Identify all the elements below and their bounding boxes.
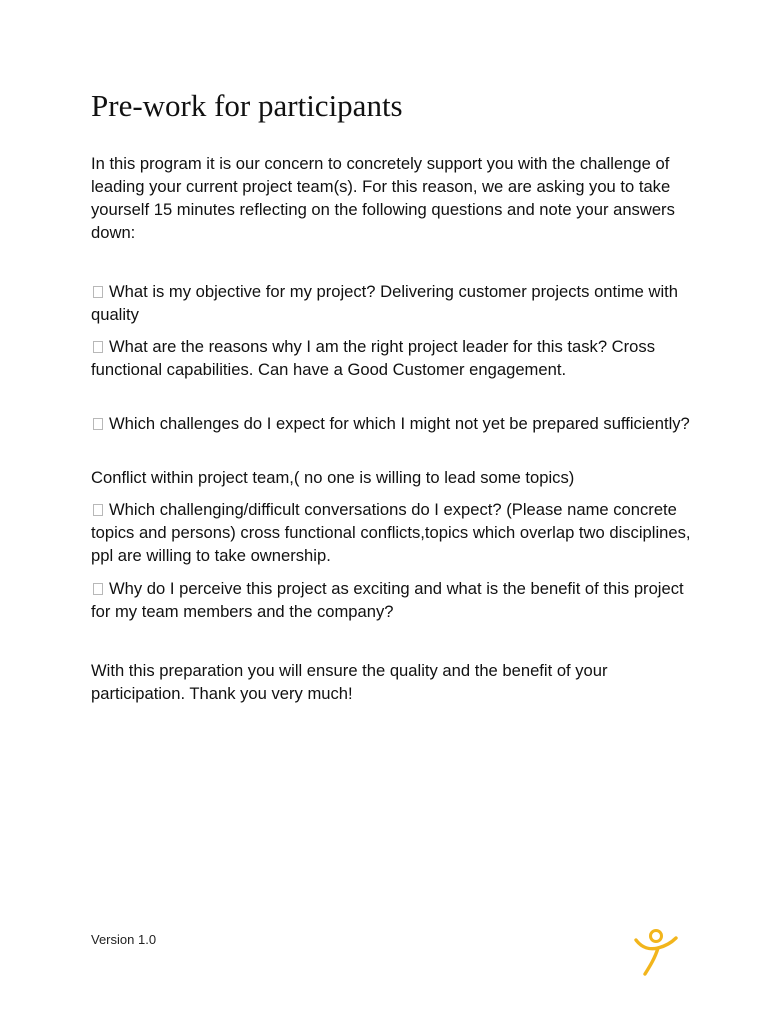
answer-3-paragraph: Conflict within project team,( no one is willing to lead some topics)	[91, 468, 575, 487]
question-item-2	[91, 335, 691, 381]
version-label: Version 1.0	[91, 932, 157, 947]
checkbox-bullet-icon	[93, 504, 103, 516]
checkbox-bullet-icon	[93, 418, 103, 430]
closing-paragraph: With this preparation you will ensure the quality and the benefit of your participation. Thank you very much!	[91, 661, 608, 703]
question-text: Why do I perceive this project as exciting and what is the benefit of this project for my team members and the company?	[91, 579, 684, 621]
checkbox-bullet-icon	[93, 341, 103, 353]
question-item-5	[91, 577, 691, 623]
question-text: Which challenging/difficult conversations do I expect? (Please name concrete topics and persons) cross functional conflicts,topics which overlap two disciplines, ppl are willing to take ownership.	[91, 500, 691, 565]
question-item-1	[91, 280, 691, 326]
page-title: Pre-work for participants	[91, 88, 403, 123]
intro-paragraph: In this program it is our concern to concretely support you with the challenge of leading your current project team(s). For this reason, we are asking you to take yourself 15 minutes reflecting on the following questions and note your answers down:	[91, 154, 675, 242]
checkbox-bullet-icon	[93, 583, 103, 595]
person-figure-logo-icon	[628, 926, 682, 978]
question-text: What is my objective for my project? Delivering customer projects ontime with quality	[91, 282, 678, 324]
question-item-4	[91, 498, 691, 567]
question-text: Which challenges do I expect for which I might not yet be prepared sufficiently?	[109, 414, 690, 433]
question-text: What are the reasons why I am the right project leader for this task? Cross functional capabilities. Can have a Good Customer engagement.	[91, 337, 655, 379]
question-item-3	[91, 412, 691, 435]
checkbox-bullet-icon	[93, 286, 103, 298]
